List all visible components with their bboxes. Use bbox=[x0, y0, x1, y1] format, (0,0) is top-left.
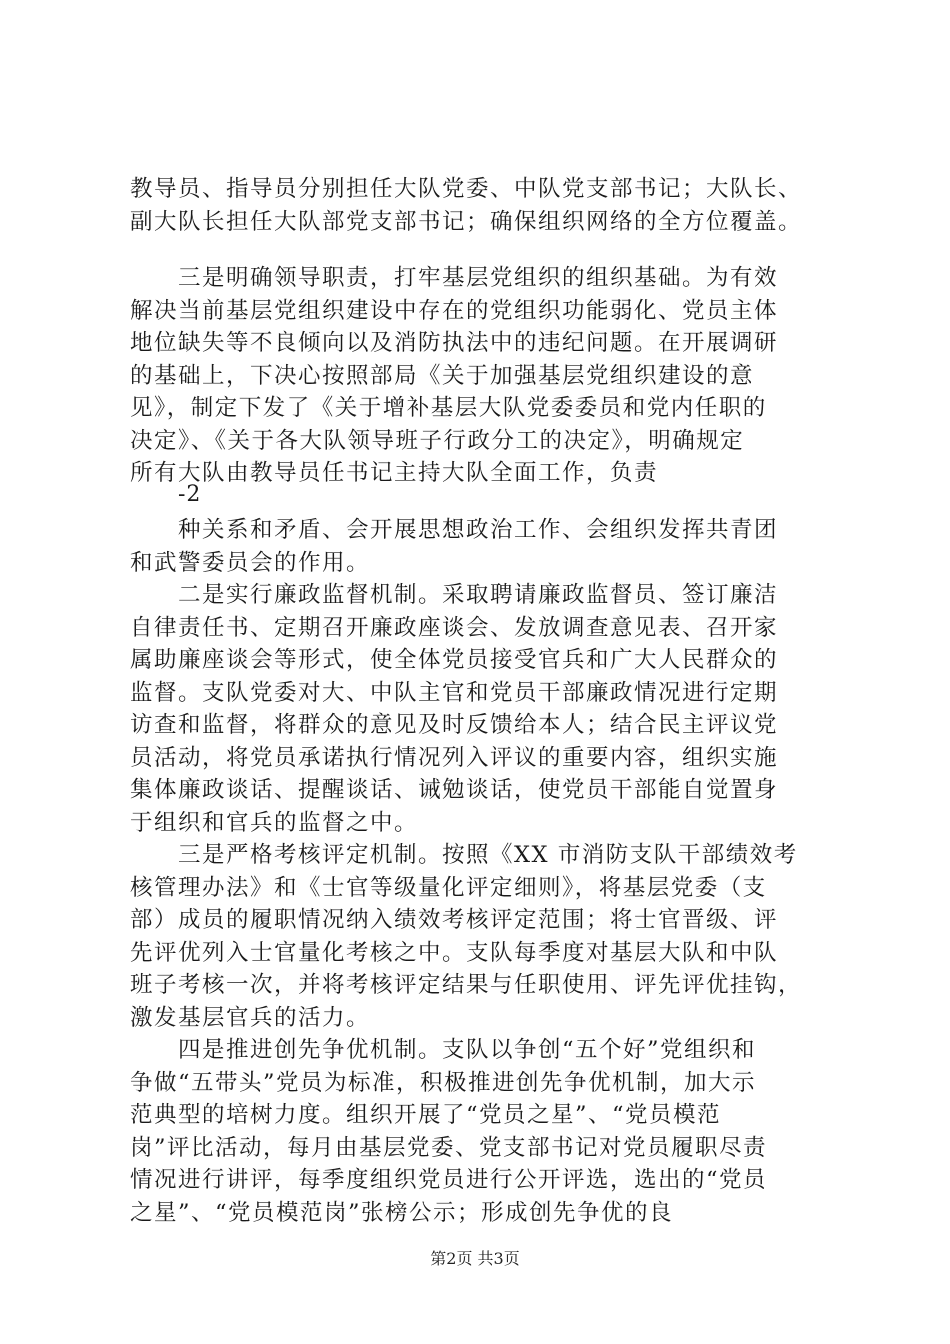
text-line: 班子考核一次，并将考核评定结果与任职使用、评先评优挂钩， bbox=[130, 972, 803, 998]
text-line: 和武警委员会的作用。 bbox=[130, 549, 371, 576]
text-line: 决定》、《关于各大队领导班子行政分工的决定》，明确规定 bbox=[130, 427, 745, 454]
text-line: 教导员、指导员分别担任大队党委、中队党支部书记；大队长、 bbox=[130, 176, 803, 202]
text-line: 监督。支队党委对大、中队主官和党员干部廉政情况进行定期 bbox=[130, 679, 779, 706]
text-line: 情况进行讲评，每季度组织党员进行公开评选，选出的“党员 bbox=[130, 1167, 768, 1193]
text-line: 范典型的培树力度。组织开展了“党员之星”、“党员模范 bbox=[130, 1102, 722, 1128]
paragraph-block-2 bbox=[130, 262, 836, 490]
text-line: 集体廉政谈话、提醒谈话、诫勉谈话，使党员干部能自觉置身 bbox=[130, 777, 779, 803]
text-line: 二是实行廉政监督机制。采取聘请廉政监督员、签订廉洁 bbox=[130, 582, 779, 608]
text-line: 之星”、“党员模范岗”张榜公示；形成创先争优的良 bbox=[130, 1199, 674, 1226]
text-line: 三是明确领导职责，打牢基层党组织的组织基础。为有效 bbox=[130, 265, 779, 291]
paragraph-block-1 bbox=[130, 173, 836, 238]
text-line: 三是严格考核评定机制。按照《XX 市消防支队干部绩效考 bbox=[130, 842, 798, 868]
page-marker: -2 bbox=[178, 482, 202, 507]
text-line: 员活动，将党员承诺执行情况列入评议的重要内容，组织实施 bbox=[130, 744, 779, 771]
text-line: 的基础上，下决心按照部局《关于加强基层党组织建设的意 bbox=[130, 362, 755, 389]
page-footer: 第2页 共3页 bbox=[430, 1249, 520, 1268]
text-line: 见》，制定下发了《关于增补基层大队党委委员和党内任职的 bbox=[130, 395, 767, 421]
text-line: 属助廉座谈会等形式，使全体党员接受官兵和广大人民群众的 bbox=[130, 647, 779, 673]
text-line: 核管理办法》和《士官等级量化评定细则》，将基层党委（支 bbox=[130, 874, 767, 901]
text-line: 激发基层官兵的活力。 bbox=[130, 1004, 371, 1031]
paragraph-block-3 bbox=[130, 514, 836, 1229]
text-line: 访查和监督，将群众的意见及时反馈给本人；结合民主评议党 bbox=[130, 712, 779, 738]
text-line: 种关系和矛盾、会开展思想政治工作、会组织发挥共青团 bbox=[130, 517, 779, 543]
text-line: 解决当前基层党组织建设中存在的党组织功能弱化、党员主体 bbox=[130, 297, 779, 324]
text-line: 副大队长担任大队部党支部书记；确保组织网络的全方位覆盖。 bbox=[130, 208, 803, 235]
text-line: 自律责任书、定期召开廉政座谈会、发放调查意见表、召开家 bbox=[130, 614, 779, 641]
text-line: 先评优列入士官量化考核之中。支队每季度对基层大队和中队 bbox=[130, 939, 779, 966]
text-line: 部）成员的履职情况纳入绩效考核评定范围；将士官晋级、评 bbox=[130, 907, 779, 933]
text-line: 于组织和官兵的监督之中。 bbox=[130, 809, 419, 836]
text-line: 四是推进创先争优机制。支队以争创“五个好”党组织和 bbox=[130, 1037, 757, 1063]
text-line: 地位缺失等不良倾向以及消防执法中的违纪问题。在开展调研 bbox=[130, 330, 779, 356]
text-line: 所有大队由教导员任书记主持大队全面工作，负责 bbox=[130, 460, 659, 486]
text-line: 岗”评比活动，每月由基层党委、党支部书记对党员履职尽责 bbox=[130, 1134, 768, 1161]
text-line: 争做“五带头”党员为标准，积极推进创先争优机制，加大示 bbox=[130, 1069, 757, 1096]
